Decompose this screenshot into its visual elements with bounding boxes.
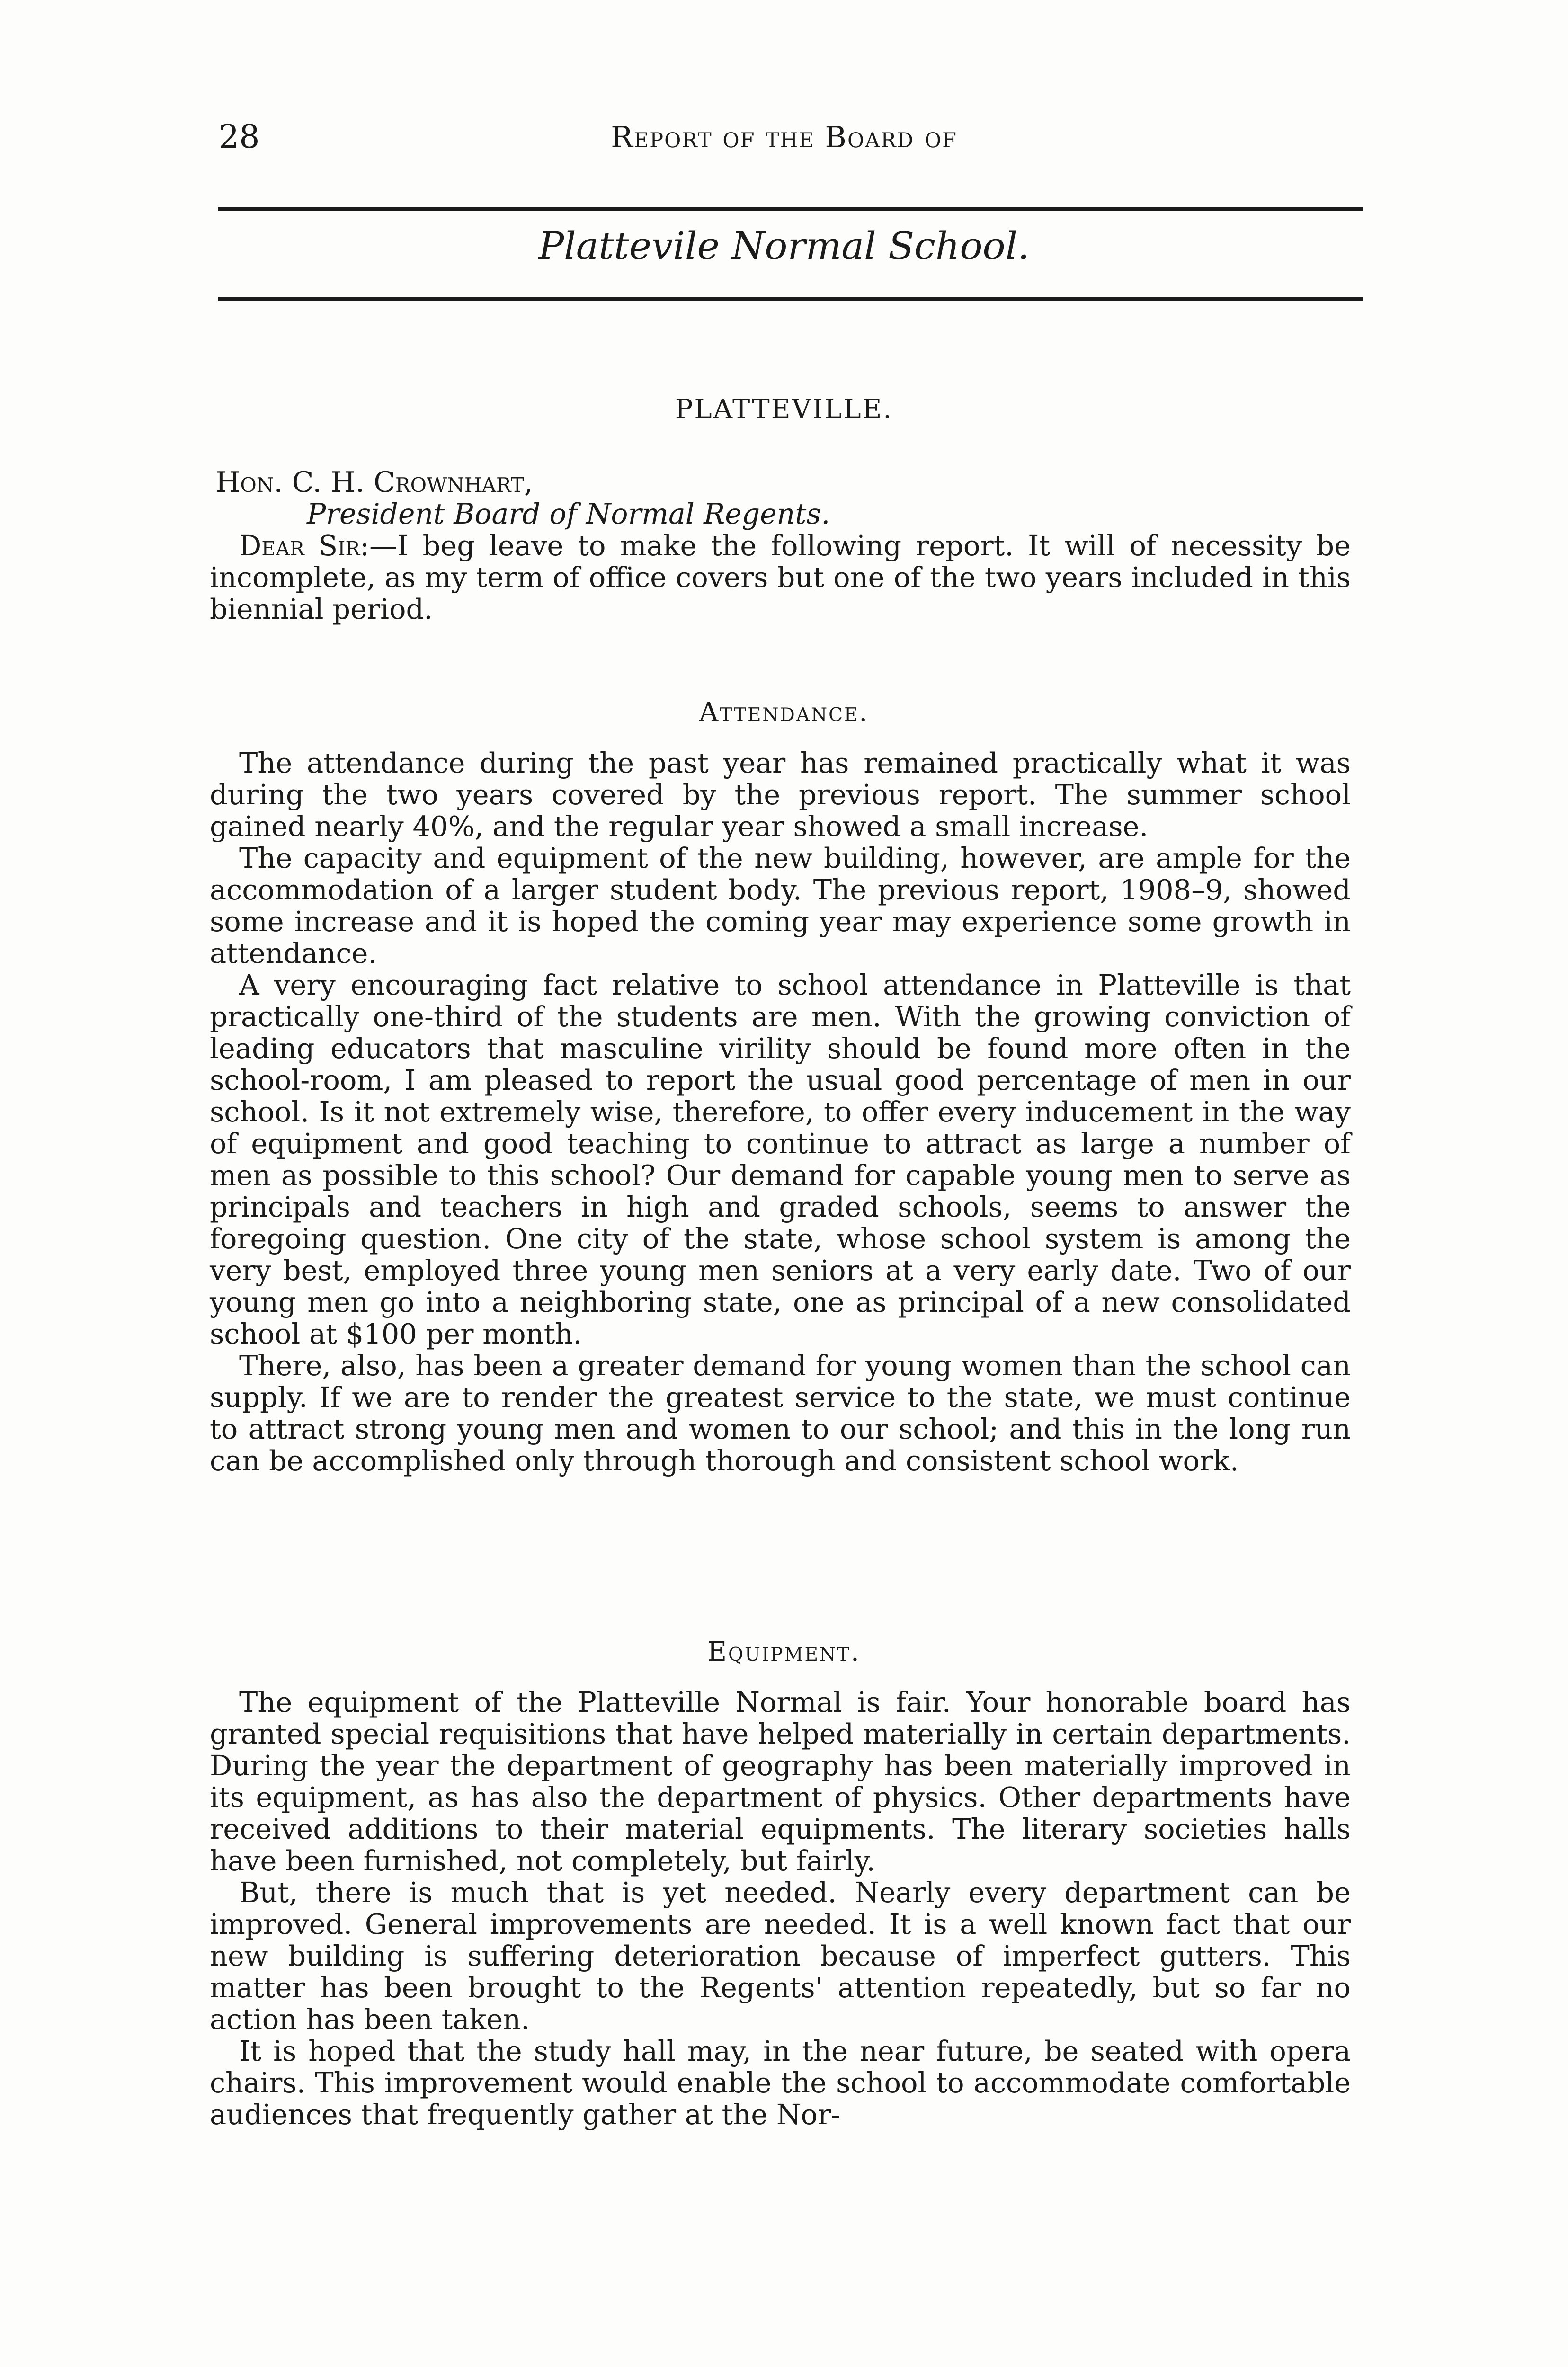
attendance-paragraph: The attendance during the past year has remained practically what it was during the two years covered by the previous report. The summer school gained nearly 40%, and the regular year showed a small increase. bbox=[210, 747, 1351, 843]
equipment-paragraph: It is hoped that the study hall may, in the near future, be seated with opera chairs. This improvement would enable the school to accommodate comfortable audiences that frequently gather at the Nor- bbox=[210, 2035, 1351, 2131]
attendance-section bbox=[210, 747, 1351, 1477]
opening-paragraph bbox=[210, 530, 1351, 625]
section-title: PLATTEVILLE. bbox=[675, 394, 893, 425]
letter-opening bbox=[210, 530, 1351, 625]
bottom-rule bbox=[218, 297, 1363, 301]
addressee: Hon. C. H. Crownhart, bbox=[215, 466, 533, 499]
equipment-section bbox=[210, 1686, 1351, 2130]
attendance-paragraph: There, also, has been a greater demand for young women than the school can supply. If we are to render the greatest service to the state, we must continue to attract strong young men and women to our school; and this in the long run can be accomplished only through thorough and consistent school work. bbox=[210, 1349, 1351, 1477]
equipment-paragraph: The equipment of the Platteville Normal is fair. Your honorable board has granted special requisitions that have helped materially in certain departments. During the year the department of geography has been materially improved in its equipment, as has also the department of physics. Other departments have received additions to their material equipments. The literary societies halls have been furnished, not completely, but fairly. bbox=[210, 1686, 1351, 1877]
attendance-paragraph: A very encouraging fact relative to school attendance in Platteville is that practically one-third of the students are men. With the growing conviction of leading educators that masculine virility should be found more often in the school-room, I am pleased to report the usual good percentage of men in our school. Is it not extremely wise, therefore, to offer every inducement in the way of equipment and good teaching to continue to attract as large a number of men as possible to this school? Our demand for capable young men to serve as principals and teachers in high and graded schools, seems to answer the foregoing question. One city of the state, whose school system is among the very best, employed three young men seniors at a very early date. Two of our young men go into a neighboring state, one as principal of a new consolidated school at $100 per month. bbox=[210, 969, 1351, 1350]
top-rule bbox=[218, 207, 1363, 211]
running-head: Report of the Board of bbox=[611, 120, 957, 154]
attendance-heading: Attendance. bbox=[699, 697, 869, 728]
attendance-paragraph: The capacity and equipment of the new building, however, are ample for the accommodation of a larger student body. The previous report, 1908–9, showed some increase and it is hoped the coming year may experience some growth in attendance. bbox=[210, 842, 1351, 970]
opening-text: —I beg leave to make the following report. It will of necessity be incomplete, as my term of office covers but one of the two years included in this biennial period. bbox=[210, 529, 1351, 625]
page-number: 28 bbox=[219, 118, 260, 156]
school-name: Plattevile Normal School. bbox=[538, 224, 1030, 268]
equipment-heading: Equipment. bbox=[707, 1637, 861, 1667]
addressee-title: President Board of Normal Regents. bbox=[307, 498, 830, 531]
salutation: Dear Sir: bbox=[239, 529, 370, 562]
equipment-paragraph: But, there is much that is yet needed. Nearly every department can be improved. General improvements are needed. It is a well known fact that our new building is suffering deterioration because of imperfect gutters. This matter has been brought to the Regents' attention repeatedly, but so far no action has been taken. bbox=[210, 1876, 1351, 2036]
